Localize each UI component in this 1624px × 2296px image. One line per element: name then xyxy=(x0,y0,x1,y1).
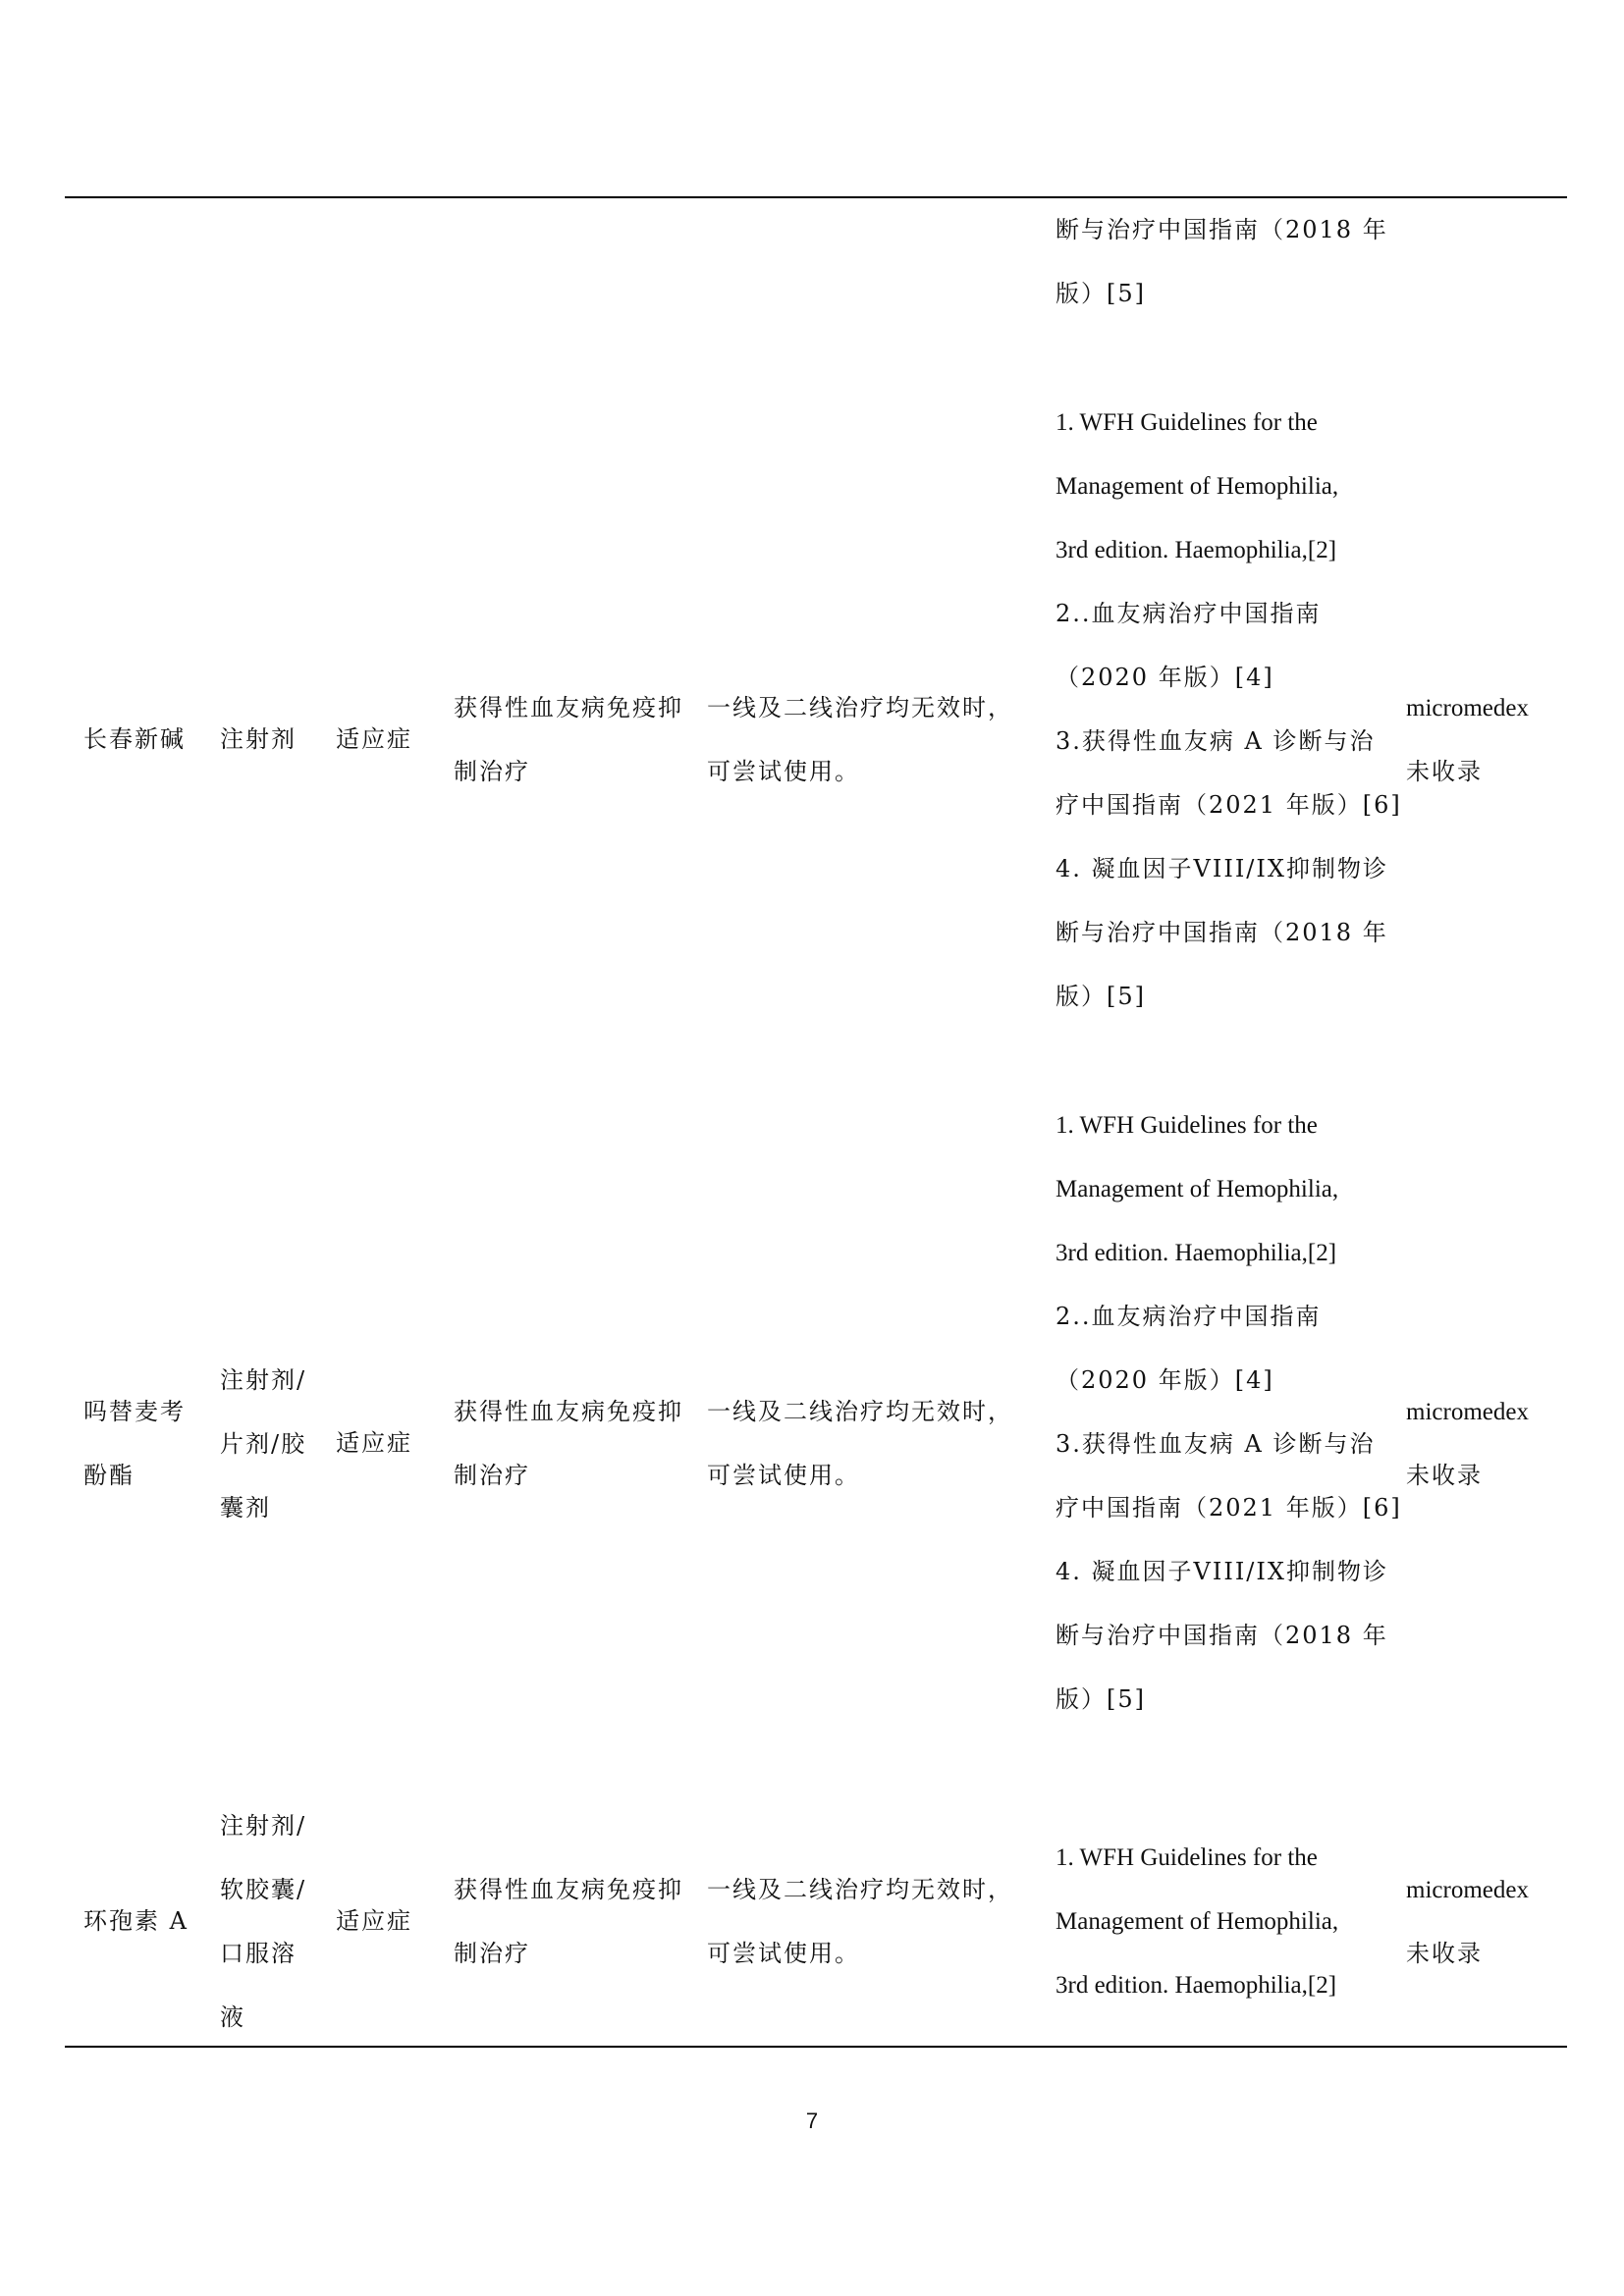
category: 适应症 xyxy=(336,1907,412,1935)
reference-line: 断与治疗中国指南（2018 年 xyxy=(1056,1622,1388,1649)
condition-line: 可尝试使用。 xyxy=(707,1940,860,1967)
reference-line: 3.获得性血友病 A 诊断与治 xyxy=(1056,1430,1376,1458)
dosage-form: 口服溶 xyxy=(220,1940,297,1967)
page-number: 7 xyxy=(805,2109,819,2133)
table-row-3-evidence xyxy=(1406,1858,1529,1986)
reference-line: 1. WFH Guidelines for the xyxy=(1056,1844,1318,1871)
usage-line: 制治疗 xyxy=(454,1462,530,1489)
table-row-1-evidence xyxy=(1406,676,1529,804)
table-row-3-category xyxy=(336,1890,412,1953)
dosage-form: 注射剂/ xyxy=(220,1366,307,1394)
table-row-2-drug xyxy=(83,1380,186,1508)
reference-line: 断与治疗中国指南（2018 年 xyxy=(1056,216,1388,243)
reference-line: 3rd edition. Haemophilia,[2] xyxy=(1056,1972,1337,1999)
reference-line: 疗中国指南（2021 年版）[6] xyxy=(1056,1494,1402,1522)
evidence-status: 未收录 xyxy=(1406,1462,1483,1489)
table-row-2-dosage-form xyxy=(220,1349,306,1540)
dosage-form: 片剂/胶 xyxy=(220,1430,307,1458)
drug-name: 酚酯 xyxy=(83,1462,135,1489)
evidence-status: 未收录 xyxy=(1406,1940,1483,1967)
table-row-1-condition xyxy=(707,676,1013,804)
reference-line: 1. WFH Guidelines for the xyxy=(1056,409,1318,436)
table-row-1-references xyxy=(1056,391,1402,1029)
usage-line: 获得性血友病免疫抑 xyxy=(454,694,683,721)
table-row-3-references xyxy=(1056,1826,1338,2017)
reference-line: 3rd edition. Haemophilia,[2] xyxy=(1056,1240,1337,1266)
reference-line: Management of Hemophilia, xyxy=(1056,1176,1339,1202)
condition-line: 可尝试使用。 xyxy=(707,1462,860,1489)
reference-line: Management of Hemophilia, xyxy=(1056,1908,1339,1935)
evidence-source: micromedex xyxy=(1406,1399,1529,1425)
table-row-2-condition xyxy=(707,1380,1013,1508)
reference-line: 4. 凝血因子VIII/IX抑制物诊 xyxy=(1056,1558,1388,1585)
reference-line: （2020 年版）[4] xyxy=(1056,664,1274,691)
table-row-1-usage xyxy=(454,676,683,804)
condition-line: 一线及二线治疗均无效时， xyxy=(707,1398,1013,1425)
dosage-form: 注射剂 xyxy=(220,725,297,753)
table-row-2-references xyxy=(1056,1094,1402,1732)
evidence-source: micromedex xyxy=(1406,695,1529,721)
reference-line: 3.获得性血友病 A 诊断与治 xyxy=(1056,727,1376,755)
table-row-2-usage xyxy=(454,1380,683,1508)
table-row-3-drug xyxy=(83,1890,189,1953)
evidence-source: micromedex xyxy=(1406,1877,1529,1903)
drug-name: 环孢素 A xyxy=(83,1907,189,1935)
dosage-form: 软胶囊/ xyxy=(220,1876,307,1903)
usage-line: 制治疗 xyxy=(454,1940,530,1967)
category: 适应症 xyxy=(336,1429,412,1457)
reference-line: 2..血友病治疗中国指南 xyxy=(1056,1303,1322,1330)
reference-line: （2020 年版）[4] xyxy=(1056,1366,1274,1394)
table-row-3-dosage-form xyxy=(220,1794,306,2050)
usage-line: 获得性血友病免疫抑 xyxy=(454,1876,683,1903)
reference-line: 版）[5] xyxy=(1056,1685,1146,1713)
table-row-1-drug xyxy=(83,708,186,772)
reference-line: 4. 凝血因子VIII/IX抑制物诊 xyxy=(1056,855,1388,882)
dosage-form: 液 xyxy=(220,2003,245,2031)
reference-line: 1. WFH Guidelines for the xyxy=(1056,1112,1318,1139)
reference-line: 版）[5] xyxy=(1056,983,1146,1010)
reference-line: 2..血友病治疗中国指南 xyxy=(1056,600,1322,627)
condition-line: 可尝试使用。 xyxy=(707,758,860,785)
table-row-3-usage xyxy=(454,1858,683,1986)
reference-line: 断与治疗中国指南（2018 年 xyxy=(1056,919,1388,946)
table-row-1-category xyxy=(336,708,412,772)
drug-name: 长春新碱 xyxy=(83,725,186,753)
category: 适应症 xyxy=(336,725,412,753)
condition-line: 一线及二线治疗均无效时， xyxy=(707,1876,1013,1903)
dosage-form: 囊剂 xyxy=(220,1494,271,1522)
reference-line: 疗中国指南（2021 年版）[6] xyxy=(1056,791,1402,819)
condition-line: 一线及二线治疗均无效时， xyxy=(707,694,1013,721)
reference-line: 3rd edition. Haemophilia,[2] xyxy=(1056,537,1337,563)
table-row-1-dosage-form xyxy=(220,708,297,772)
table-row-3-condition xyxy=(707,1858,1013,1986)
reference-line: 版）[5] xyxy=(1056,280,1146,307)
drug-name: 吗替麦考 xyxy=(83,1398,186,1425)
table-bottom-rule xyxy=(65,2046,1567,2048)
table-row-2-category xyxy=(336,1412,412,1475)
reference-line: Management of Hemophilia, xyxy=(1056,473,1339,500)
continued-references xyxy=(1056,198,1388,326)
dosage-form: 注射剂/ xyxy=(220,1812,307,1840)
usage-line: 制治疗 xyxy=(454,758,530,785)
evidence-status: 未收录 xyxy=(1406,758,1483,785)
table-row-2-evidence xyxy=(1406,1380,1529,1508)
usage-line: 获得性血友病免疫抑 xyxy=(454,1398,683,1425)
